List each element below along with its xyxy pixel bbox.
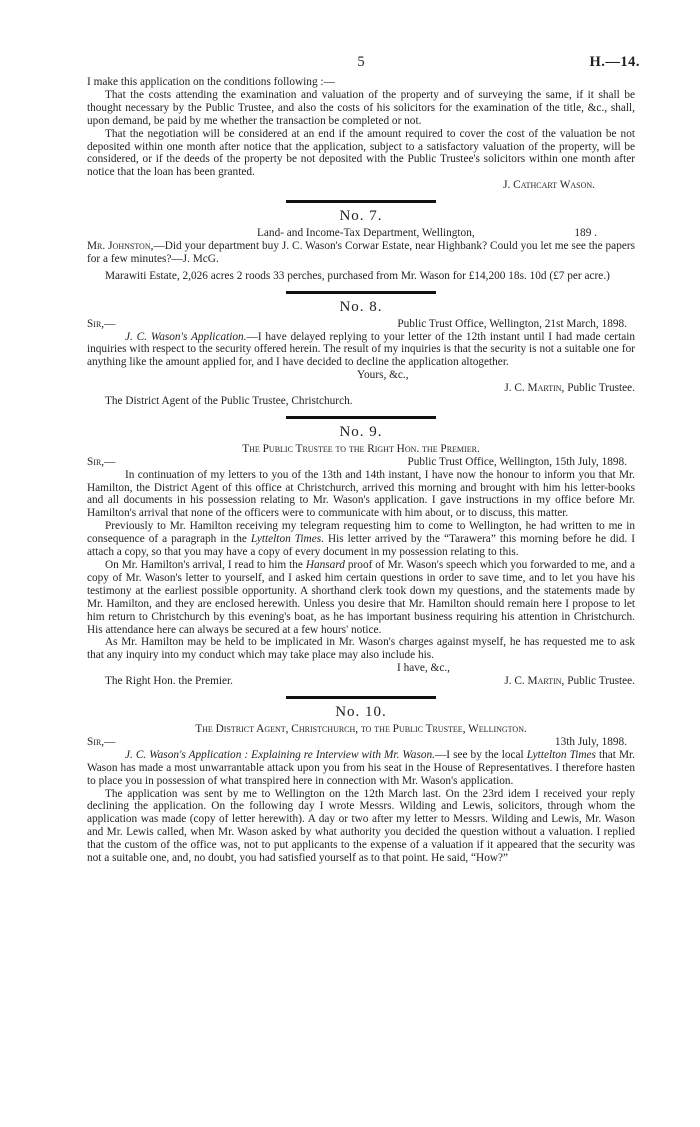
salutation: Sir,— <box>87 455 116 468</box>
document-no-7 <box>87 210 635 283</box>
year-placeholder: 189 . <box>574 227 597 240</box>
paragraph-1: In continuation of my letters to you of the 13th and 14th instant, I have now the honour to inform you that Mr. Hamilton, the District Agent of this office at Christchurch, arrived this morning and brought with him his letter-books and all documents in his possession relating to Mr. Wason's application. I gave instructions in my office before Mr. Hamilton's arrival that none of the officers were to communicate with him about, or to discuss, this matter. <box>87 468 635 520</box>
page-number: 5 <box>357 54 365 70</box>
letter-text: —I have delayed replying to your letter of the 12th instant until I had made certain inquiries with respect to the security offered herein. The result of my inquiries is that the security is not a suitable one for anything like the amount applied for, and I have decided to decline the application altogether. <box>87 330 636 369</box>
estate-note: Marawiti Estate, 2,026 acres 2 roods 33 perches, purchased from Mr. Wason for £14,200 18s. 10d (£7 per acre.) <box>105 269 610 282</box>
condition-negotiation: That the negotiation will be considered at an end if the amount required to cover the cost of the valuation be not deposited within one month after notice that the application, subject to a satisfactory valuation of the property, will be considered, or if the deeds of the property be not deposited with the Public Trustee's solicitors within one month after notice that the loan has been granted. <box>87 127 635 179</box>
dateline-no-10 <box>87 736 635 749</box>
section-divider <box>286 291 436 294</box>
addressee: Mr. Johnston, <box>87 239 154 252</box>
dateline: Public Trust Office, Wellington, 21st March, 1898. <box>397 317 627 330</box>
paragraph-4: As Mr. Hamilton may be held to be implicated in Mr. Wason's charges against myself, he has requested me to ask that any inquiry into my conduct which may take place may also include his. <box>87 636 635 662</box>
page-header <box>87 54 640 76</box>
section-divider <box>286 416 436 419</box>
salutation: Sir,— <box>87 317 116 330</box>
document-no-9 <box>87 423 636 688</box>
signature-martin: J. C. Martin, Public Trustee. <box>504 382 635 395</box>
heading-no-7: No. 7. <box>339 208 383 225</box>
memo-no-7 <box>87 240 635 266</box>
dateline: Public Trust Office, Wellington, 15th July, 1898. <box>407 455 627 468</box>
salutation: Sir,— <box>87 735 116 748</box>
condition-costs: That the costs attending the examination and valuation of the property and of surveying the same, if it shall be thought necessary by the Public Trustee, and also the costs of his solicitors for the examination of the title, &c., shall, upon demand, be paid by me whether the transaction be completed or not. <box>87 88 635 127</box>
paragraph-2: The application was sent by me to Wellington on the 12th March last. On the 23rd idem I received your reply declining the application. On the following day I wrote Messrs. Wilding and Lewis, solicitors, through whom the application was made (copy of letter herewith). A day or two after my letter to Messrs. Wilding and Lewis, Mr. Wason and Mr. Lewis called, when Mr. Wason asked by what authority you decided the question without a valuation. I replied that the custom of the office was, not to put applicants to the expense of a valuation if it appeared that the security was not a suitable one, and, no doubt, you had satisfied yourself as to that point. He said, “How?” <box>87 787 635 865</box>
memo-body: —Did your department buy J. C. Wason's Corwar Estate, near Highbank? Could you let me see the papers for a few minutes?—J. McG. <box>87 239 636 265</box>
paragraph-1: J. C. Wason's Application : Explaining re Interview with Mr. Wason.—I see by the local Lyttelton Times that Mr. Wason has made a most unwarrantable attack upon you from his seat in the House of Representatives. I therefore hasten to place you in possession of what transpired here in connection with Mr. Wason's application. <box>87 748 635 787</box>
dateline-no-8 <box>87 318 635 331</box>
document-reference: H.—14. <box>589 54 640 70</box>
application-conditions <box>87 76 635 192</box>
closing: Yours, &c., <box>357 369 409 382</box>
conditions-intro: I make this application on the conditions following :— <box>87 76 335 88</box>
heading-no-8: No. 8. <box>339 298 383 315</box>
section-divider <box>286 200 436 203</box>
signature-row-no-9 <box>87 675 635 688</box>
document-no-10 <box>87 706 635 865</box>
signature-martin: J. C. Martin, Public Trustee. <box>504 675 635 688</box>
letter-body-no-8 <box>87 331 635 370</box>
letter-date: 13th July, 1898. <box>554 735 627 748</box>
from-to-no-10: The District Agent, Christchurch, to the Public Trustee, Wellington. <box>195 722 527 735</box>
from-to-no-9: The Public Trustee to the Right Hon. the Premier. <box>242 442 480 455</box>
letter-subject: J. C. Wason's Application. <box>125 330 247 343</box>
signature-wason: J. Cathcart Wason. <box>503 179 595 192</box>
recipient: The District Agent of the Public Trustee, Christchurch. <box>105 395 353 408</box>
letter-subject: J. C. Wason's Application : Explaining re Interview with Mr. Wason. <box>125 748 435 761</box>
document-no-8 <box>87 298 636 408</box>
dateline-no-9 <box>87 456 635 469</box>
document-page <box>87 54 640 865</box>
dateline-no-7 <box>87 227 635 240</box>
paragraph-2: Previously to Mr. Hamilton receiving my telegram requesting him to come to Wellington, he had written to me in consequence of a paragraph in the Lyttelton Times. His letter arrived by the “Tarawera” this morning before he did. I attach a copy, so that you may have a copy of every document in my possession relating to this. <box>87 520 636 559</box>
heading-no-9: No. 9. <box>339 423 383 440</box>
heading-no-10: No. 10. <box>335 704 387 721</box>
paragraph-3: On Mr. Hamilton's arrival, I read to him the Hansard proof of Mr. Wason's speech which you forwarded to me, and a copy of Mr. Wason's letter to yourself, and I asked him certain questions in order to save time, and to let you have his testimony at the earliest possible opportunity. A shorthand clerk took down my questions, and the statements made by Mr. Hamilton, and they are enclosed herewith. Unless you desire that Mr. Hamilton should remain here I propose to let him return to Christchurch by this evening's boat, as he has important business requiring his attention in Christchurch. His attendance here can always be secured at a few hours' notice. <box>87 559 635 636</box>
section-divider <box>286 696 436 699</box>
department-name: Land- and Income-Tax Department, Wellington, <box>257 227 475 240</box>
recipient: The Right Hon. the Premier. <box>105 675 234 688</box>
closing: I have, &c., <box>397 662 451 675</box>
